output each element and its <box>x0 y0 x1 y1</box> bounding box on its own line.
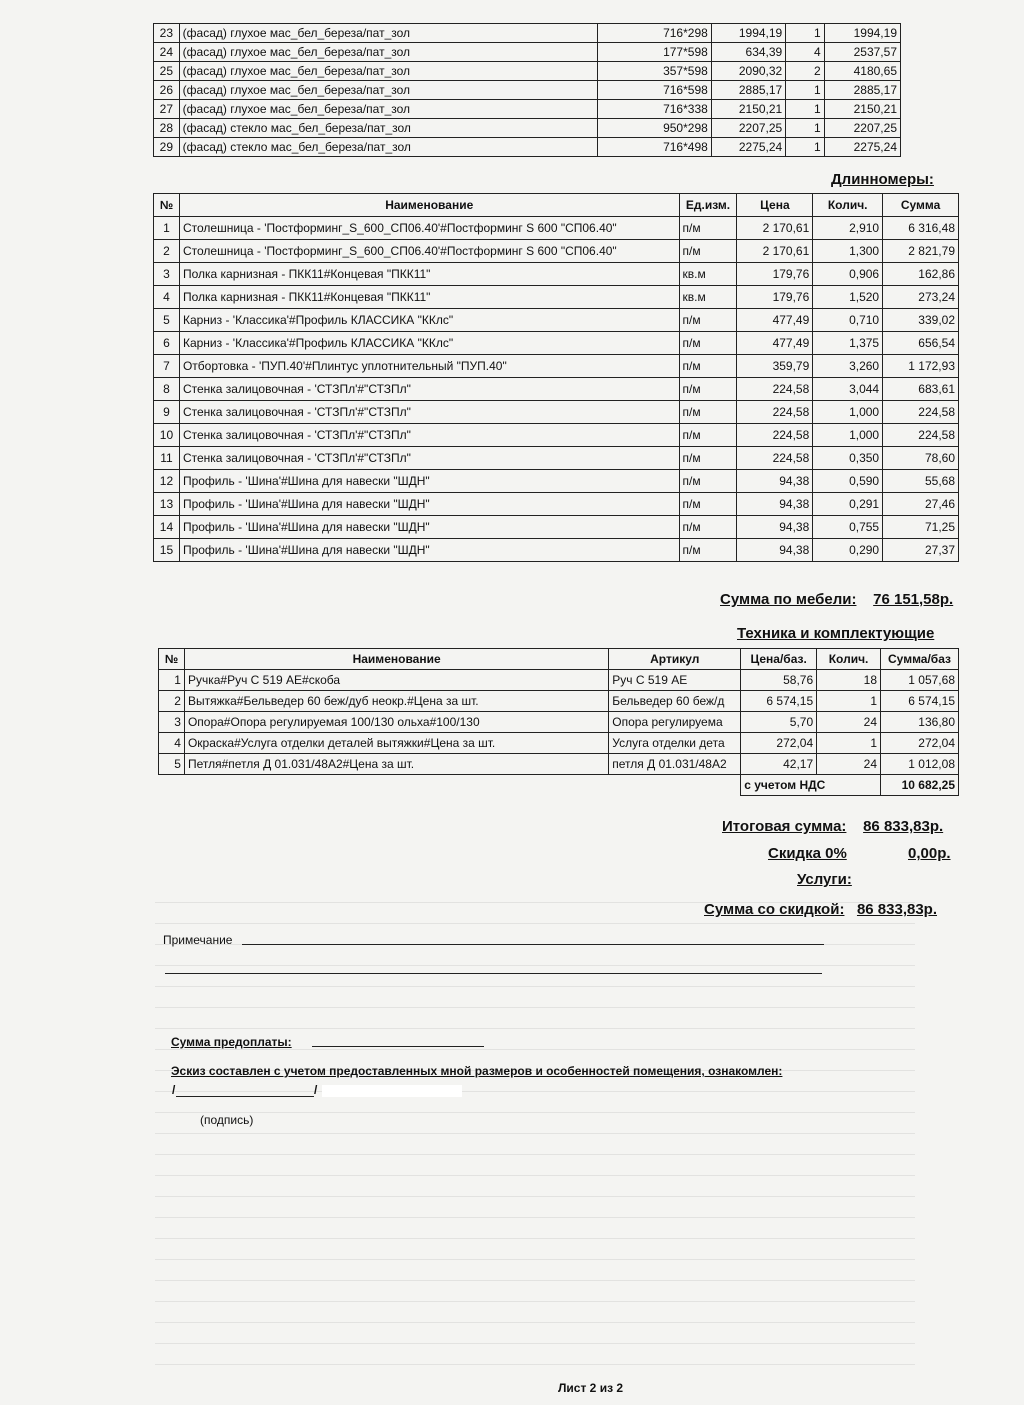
item-sum: 162,86 <box>883 263 959 286</box>
row-number: 4 <box>154 286 180 309</box>
item-sum: 683,61 <box>883 378 959 401</box>
item-name: Вытяжка#Бельведер 60 беж/дуб неокр.#Цена за шт. <box>184 691 608 712</box>
item-article: петля Д 01.031/48А2 <box>609 754 741 775</box>
table-row <box>159 733 959 754</box>
facade-row <box>154 100 901 119</box>
item-price: 2150,21 <box>711 100 785 119</box>
item-name: Опора#Опора регулируемая 100/130 ольха#100/130 <box>184 712 608 733</box>
signature-line-1[interactable] <box>176 1096 314 1097</box>
row-number: 28 <box>154 119 180 138</box>
item-size: 716*498 <box>597 138 711 157</box>
col-number: № <box>159 649 185 670</box>
row-number: 3 <box>159 712 185 733</box>
item-price: 5,70 <box>741 712 817 733</box>
table-row <box>154 217 959 240</box>
item-article: Бельведер 60 беж/д <box>609 691 741 712</box>
row-number: 2 <box>154 240 180 263</box>
item-name: Стенка залицовочная - 'СТЗПл'#"СТЗПл" <box>179 447 679 470</box>
item-price: 477,49 <box>737 332 813 355</box>
long-items-header-row <box>154 194 959 217</box>
equipment-title: Техника и комплектующие <box>737 625 935 642</box>
note-line-2 <box>165 973 822 974</box>
facade-row <box>154 43 901 62</box>
item-qty: 2,910 <box>813 217 883 240</box>
redacted-name <box>322 1085 462 1097</box>
item-price: 2 170,61 <box>737 240 813 263</box>
item-qty: 24 <box>817 754 881 775</box>
item-size: 716*298 <box>597 24 711 43</box>
item-sum: 2150,21 <box>824 100 900 119</box>
item-price: 2275,24 <box>711 138 785 157</box>
item-unit: п/м <box>679 447 737 470</box>
item-qty: 0,590 <box>813 470 883 493</box>
item-name: (фасад) стекло мас_бел_береза/пат_зол <box>179 138 597 157</box>
row-number: 29 <box>154 138 180 157</box>
facade-table <box>153 23 901 157</box>
services-label: Услуги: <box>797 871 852 888</box>
item-unit: п/м <box>679 516 737 539</box>
item-price: 94,38 <box>737 493 813 516</box>
furniture-total-value: 76 151,58р. <box>873 591 954 608</box>
row-number: 23 <box>154 24 180 43</box>
item-price: 94,38 <box>737 470 813 493</box>
item-unit: п/м <box>679 217 737 240</box>
item-qty: 1 <box>786 138 824 157</box>
services-line <box>797 871 852 888</box>
table-row <box>154 424 959 447</box>
item-price: 2885,17 <box>711 81 785 100</box>
item-qty: 1 <box>786 24 824 43</box>
item-name: (фасад) глухое мас_бел_береза/пат_зол <box>179 62 597 81</box>
nds-row <box>159 775 959 796</box>
row-number: 9 <box>154 401 180 424</box>
item-sum: 1 012,08 <box>881 754 959 775</box>
item-unit: п/м <box>679 309 737 332</box>
row-number: 7 <box>154 355 180 378</box>
item-price: 634,39 <box>711 43 785 62</box>
item-qty: 18 <box>817 670 881 691</box>
item-name: Профиль - 'Шина'#Шина для навески "ШДН" <box>179 539 679 562</box>
item-sum: 6 574,15 <box>881 691 959 712</box>
item-price: 224,58 <box>737 424 813 447</box>
row-number: 1 <box>159 670 185 691</box>
item-unit: п/м <box>679 401 737 424</box>
item-sum: 1994,19 <box>824 24 900 43</box>
sign-slash-1: / <box>172 1083 176 1097</box>
table-row <box>154 470 959 493</box>
item-name: Профиль - 'Шина'#Шина для навески "ШДН" <box>179 516 679 539</box>
row-number: 11 <box>154 447 180 470</box>
item-sum: 71,25 <box>883 516 959 539</box>
prepay-label: Сумма предоплаты: <box>171 1035 292 1049</box>
row-number: 8 <box>154 378 180 401</box>
item-name: (фасад) глухое мас_бел_береза/пат_зол <box>179 43 597 62</box>
item-size: 716*338 <box>597 100 711 119</box>
item-name: Стенка залицовочная - 'СТЗПл'#"СТЗПл" <box>179 401 679 424</box>
item-sum: 78,60 <box>883 447 959 470</box>
table-row <box>154 493 959 516</box>
table-row <box>154 516 959 539</box>
facade-row <box>154 62 901 81</box>
item-name: Столешница - 'Постформинг_S_600_СП06.40'#Постформинг S 600 "СП06.40" <box>179 240 679 263</box>
discount-value-line <box>908 845 951 862</box>
item-name: Полка карнизная - ПКК11#Концевая "ПКК11" <box>179 286 679 309</box>
facade-row <box>154 24 901 43</box>
item-size: 357*598 <box>597 62 711 81</box>
item-price: 58,76 <box>741 670 817 691</box>
item-price: 94,38 <box>737 516 813 539</box>
item-name: Профиль - 'Шина'#Шина для навески "ШДН" <box>179 493 679 516</box>
table-row <box>154 240 959 263</box>
facade-row <box>154 119 901 138</box>
table-row <box>154 539 959 562</box>
item-sum: 272,04 <box>881 733 959 754</box>
note-line-1 <box>242 944 824 945</box>
item-price: 224,58 <box>737 447 813 470</box>
item-name: Окраска#Услуга отделки деталей вытяжки#Цена за шт. <box>184 733 608 754</box>
signature-caption: (подпись) <box>200 1113 254 1127</box>
table-row <box>154 332 959 355</box>
item-sum: 656,54 <box>883 332 959 355</box>
item-unit: п/м <box>679 493 737 516</box>
note-label: Примечание <box>163 933 233 947</box>
table-row <box>159 670 959 691</box>
item-qty: 1 <box>817 691 881 712</box>
item-article: Услуга отделки дета <box>609 733 741 754</box>
item-price: 272,04 <box>741 733 817 754</box>
item-price: 179,76 <box>737 263 813 286</box>
col-number: № <box>154 194 180 217</box>
item-price: 477,49 <box>737 309 813 332</box>
row-number: 1 <box>154 217 180 240</box>
item-qty: 2 <box>786 62 824 81</box>
item-name: Профиль - 'Шина'#Шина для навески "ШДН" <box>179 470 679 493</box>
discounted-total <box>704 901 937 918</box>
item-price: 94,38 <box>737 539 813 562</box>
table-row <box>159 691 959 712</box>
item-name: Стенка залицовочная - 'СТЗПл'#"СТЗПл" <box>179 424 679 447</box>
col-sum: Сумма/баз <box>881 649 959 670</box>
item-qty: 0,906 <box>813 263 883 286</box>
row-number: 14 <box>154 516 180 539</box>
facade-table-body <box>154 24 901 157</box>
item-name: (фасад) глухое мас_бел_береза/пат_зол <box>179 24 597 43</box>
item-sum: 224,58 <box>883 424 959 447</box>
item-name: Ручка#Руч С 519 AE#скоба <box>184 670 608 691</box>
item-sum: 224,58 <box>883 401 959 424</box>
item-unit: п/м <box>679 378 737 401</box>
table-row <box>154 401 959 424</box>
item-unit: п/м <box>679 539 737 562</box>
item-size: 950*298 <box>597 119 711 138</box>
table-row <box>159 754 959 775</box>
discounted-total-label: Сумма со скидкой: <box>704 901 845 918</box>
col-sum: Сумма <box>883 194 959 217</box>
item-qty: 1,300 <box>813 240 883 263</box>
item-sum: 2 821,79 <box>883 240 959 263</box>
item-qty: 1 <box>786 100 824 119</box>
show-through-background <box>155 885 915 1365</box>
item-qty: 1 <box>817 733 881 754</box>
long-items-table <box>153 193 959 562</box>
item-sum: 2537,57 <box>824 43 900 62</box>
item-sum: 136,80 <box>881 712 959 733</box>
discount-value: 0,00р. <box>908 845 951 862</box>
discount-label: Скидка 0% <box>768 845 847 862</box>
item-size: 177*598 <box>597 43 711 62</box>
col-name: Наименование <box>179 194 679 217</box>
nds-spacer <box>159 775 741 796</box>
item-sum: 2885,17 <box>824 81 900 100</box>
item-article: Руч С 519 AE <box>609 670 741 691</box>
item-price: 359,79 <box>737 355 813 378</box>
item-sum: 2275,24 <box>824 138 900 157</box>
discounted-total-value: 86 833,83р. <box>856 901 938 918</box>
col-price: Цена <box>737 194 813 217</box>
long-items-title: Длинномеры: <box>831 171 934 188</box>
row-number: 2 <box>159 691 185 712</box>
item-sum: 6 316,48 <box>883 217 959 240</box>
col-qty: Колич. <box>817 649 881 670</box>
item-qty: 24 <box>817 712 881 733</box>
item-unit: п/м <box>679 240 737 263</box>
facade-row <box>154 81 901 100</box>
row-number: 12 <box>154 470 180 493</box>
col-price: Цена/баз. <box>741 649 817 670</box>
row-number: 27 <box>154 100 180 119</box>
item-qty: 1,000 <box>813 424 883 447</box>
item-sum: 27,46 <box>883 493 959 516</box>
item-sum: 27,37 <box>883 539 959 562</box>
equipment-header-row <box>159 649 959 670</box>
item-unit: п/м <box>679 332 737 355</box>
item-unit: п/м <box>679 355 737 378</box>
item-size: 716*598 <box>597 81 711 100</box>
item-name: Полка карнизная - ПКК11#Концевая "ПКК11" <box>179 263 679 286</box>
item-sum: 2207,25 <box>824 119 900 138</box>
furniture-total-label: Сумма по мебели: <box>720 591 857 608</box>
item-name: Петля#петля Д 01.031/48А2#Цена за шт. <box>184 754 608 775</box>
item-sum: 339,02 <box>883 309 959 332</box>
row-number: 5 <box>154 309 180 332</box>
item-qty: 0,291 <box>813 493 883 516</box>
item-sum: 273,24 <box>883 286 959 309</box>
item-sum: 55,68 <box>883 470 959 493</box>
table-row <box>154 378 959 401</box>
equipment-body <box>159 670 959 775</box>
item-qty: 3,260 <box>813 355 883 378</box>
row-number: 6 <box>154 332 180 355</box>
item-qty: 1 <box>786 81 824 100</box>
item-price: 6 574,15 <box>741 691 817 712</box>
facade-row <box>154 138 901 157</box>
item-qty: 3,044 <box>813 378 883 401</box>
item-price: 224,58 <box>737 401 813 424</box>
item-unit: кв.м <box>679 286 737 309</box>
item-price: 1994,19 <box>711 24 785 43</box>
item-name: Отбортовка - 'ПУП.40'#Плинтус уплотнительный "ПУП.40" <box>179 355 679 378</box>
table-row <box>154 309 959 332</box>
prepay-line[interactable] <box>312 1046 484 1047</box>
item-name: (фасад) глухое мас_бел_береза/пат_зол <box>179 81 597 100</box>
item-qty: 1,375 <box>813 332 883 355</box>
col-name: Наименование <box>184 649 608 670</box>
equipment-table <box>158 648 959 796</box>
sketch-acknowledgement: Эскиз составлен с учетом предоставленных мной размеров и особенностей помещения, ознакомлен: <box>171 1064 783 1078</box>
item-qty: 0,350 <box>813 447 883 470</box>
sign-slash-2: / <box>314 1083 318 1097</box>
row-number: 5 <box>159 754 185 775</box>
row-number: 3 <box>154 263 180 286</box>
item-qty: 1,000 <box>813 401 883 424</box>
item-sum: 1 172,93 <box>883 355 959 378</box>
item-price: 2207,25 <box>711 119 785 138</box>
row-number: 15 <box>154 539 180 562</box>
furniture-total <box>720 591 953 608</box>
item-name: Карниз - 'Классика'#Профиль КЛАССИКА "ККлс" <box>179 309 679 332</box>
table-row <box>159 712 959 733</box>
table-row <box>154 263 959 286</box>
item-name: Карниз - 'Классика'#Профиль КЛАССИКА "ККлс" <box>179 332 679 355</box>
item-price: 2 170,61 <box>737 217 813 240</box>
final-total-label: Итоговая сумма: <box>722 818 847 835</box>
item-name: (фасад) глухое мас_бел_береза/пат_зол <box>179 100 597 119</box>
item-article: Опора регулируема <box>609 712 741 733</box>
item-qty: 1 <box>786 119 824 138</box>
item-sum: 1 057,68 <box>881 670 959 691</box>
row-number: 13 <box>154 493 180 516</box>
row-number: 25 <box>154 62 180 81</box>
item-price: 224,58 <box>737 378 813 401</box>
item-name: Столешница - 'Постформинг_S_600_СП06.40'#Постформинг S 600 "СП06.40" <box>179 217 679 240</box>
item-qty: 4 <box>786 43 824 62</box>
final-total-value: 86 833,83р. <box>863 818 944 835</box>
col-qty: Колич. <box>813 194 883 217</box>
table-row <box>154 286 959 309</box>
item-qty: 0,290 <box>813 539 883 562</box>
item-qty: 1,520 <box>813 286 883 309</box>
nds-value: 10 682,25 <box>881 775 959 796</box>
item-price: 42,17 <box>741 754 817 775</box>
nds-label: с учетом НДС <box>741 775 881 796</box>
item-price: 2090,32 <box>711 62 785 81</box>
col-article: Артикул <box>609 649 741 670</box>
row-number: 26 <box>154 81 180 100</box>
item-price: 179,76 <box>737 286 813 309</box>
item-qty: 0,710 <box>813 309 883 332</box>
row-number: 10 <box>154 424 180 447</box>
row-number: 24 <box>154 43 180 62</box>
row-number: 4 <box>159 733 185 754</box>
item-unit: п/м <box>679 470 737 493</box>
item-sum: 4180,65 <box>824 62 900 81</box>
item-name: Стенка залицовочная - 'СТЗПл'#"СТЗПл" <box>179 378 679 401</box>
item-name: (фасад) стекло мас_бел_береза/пат_зол <box>179 119 597 138</box>
table-row <box>154 355 959 378</box>
long-items-body <box>154 217 959 562</box>
discount-line <box>768 845 847 862</box>
item-unit: кв.м <box>679 263 737 286</box>
table-row <box>154 447 959 470</box>
col-unit: Ед.изм. <box>679 194 737 217</box>
item-unit: п/м <box>679 424 737 447</box>
final-total <box>722 818 943 835</box>
item-qty: 0,755 <box>813 516 883 539</box>
page-number: Лист 2 из 2 <box>558 1381 624 1395</box>
